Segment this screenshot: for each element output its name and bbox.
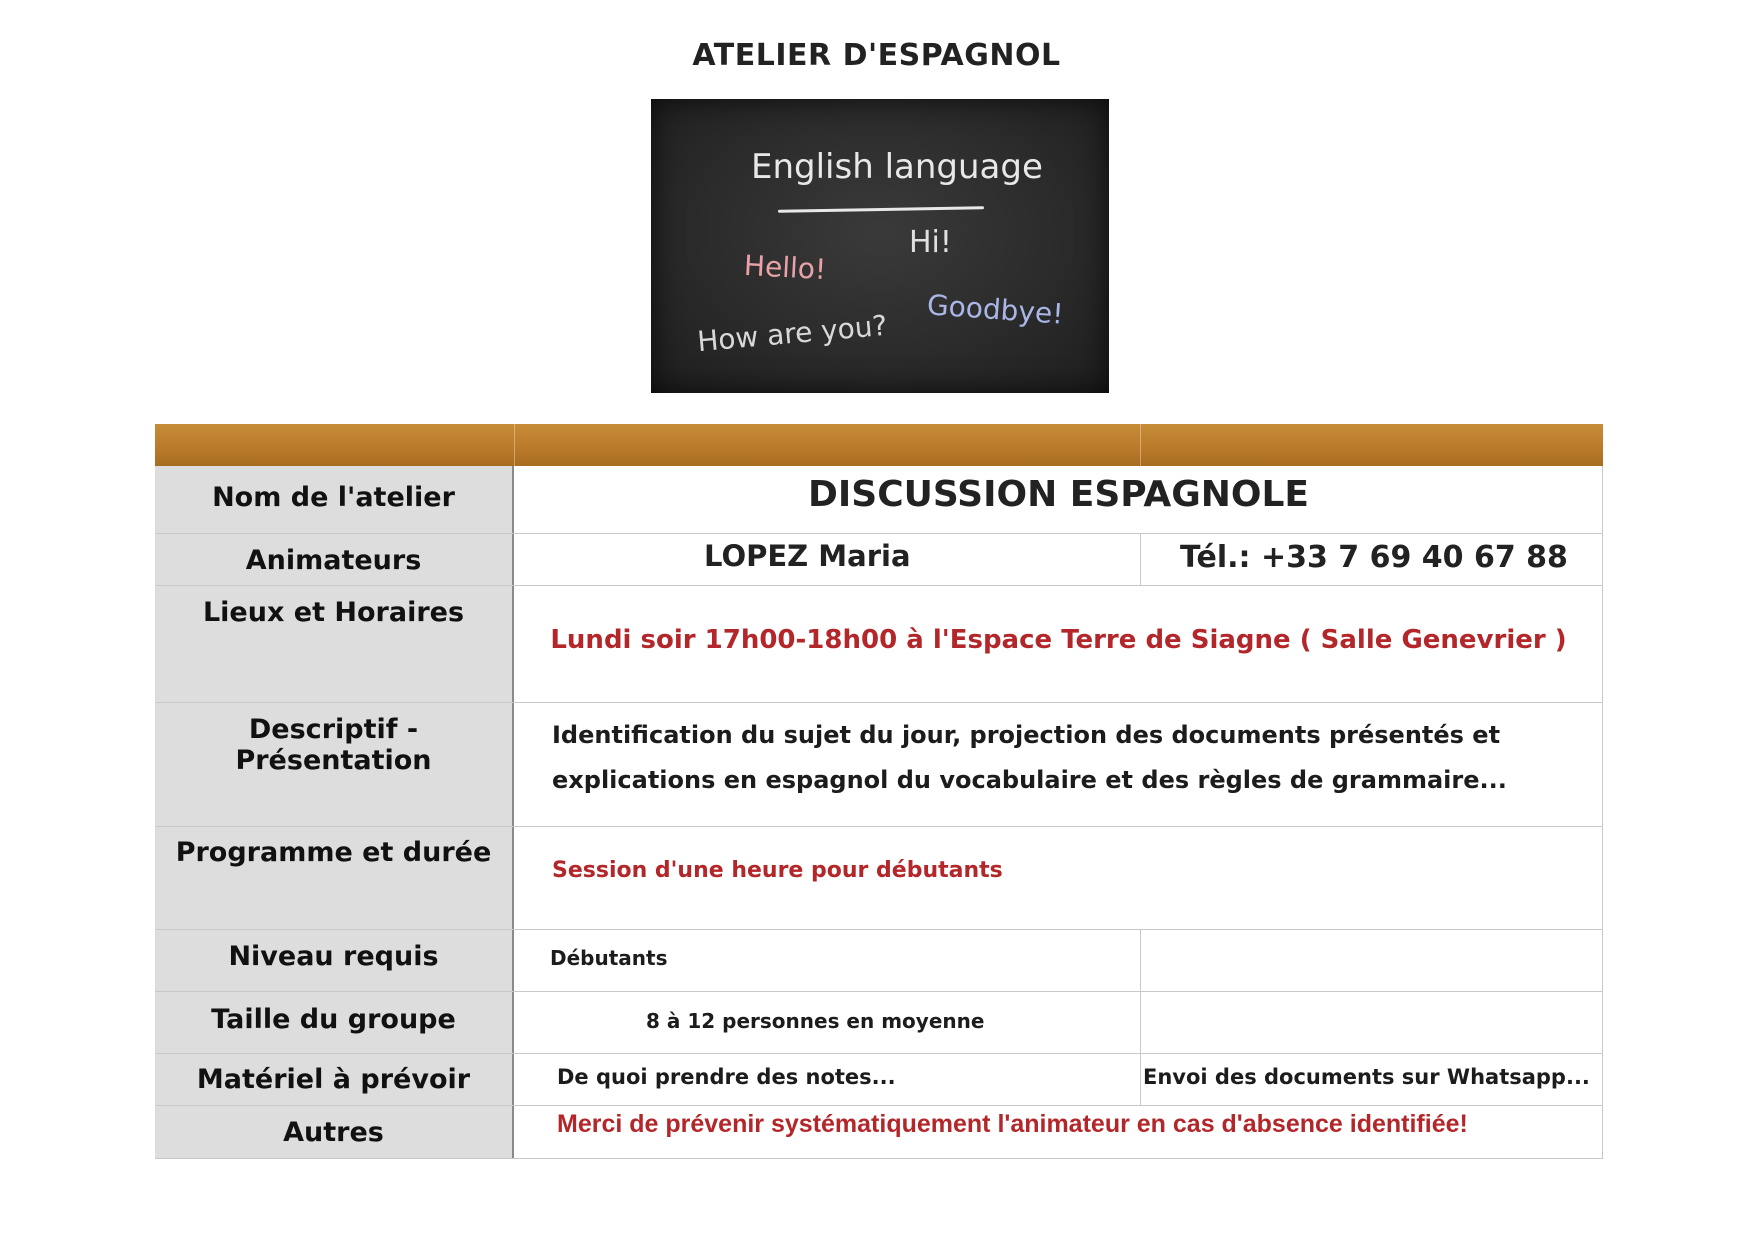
chalkboard-image [651, 99, 1109, 393]
row-label [155, 827, 514, 929]
table-row-hosts [155, 534, 1603, 586]
required-level: Débutants [550, 946, 668, 970]
row-label-text: Autres [283, 1117, 384, 1148]
other-notice: Merci de prévenir systématiquement l'animateur en cas d'absence identifiée! [557, 1110, 1468, 1138]
chalk-word-hello: Hello! [743, 248, 828, 287]
row-label [155, 586, 514, 702]
row-label [155, 1106, 514, 1158]
chalk-word-hi: Hi! [909, 225, 952, 260]
row-label [155, 466, 514, 533]
group-size: 8 à 12 personnes en moyenne [646, 1009, 985, 1033]
row-label-text: Programme et durée [175, 837, 492, 868]
description-line-2: explications en espagnol du vocabulaire et des règles de grammaire... [552, 766, 1507, 794]
chalk-underline [778, 206, 984, 213]
table-row-other [155, 1106, 1603, 1159]
row-label-text: Taille du groupe [211, 1004, 456, 1035]
table-row-place [155, 586, 1603, 703]
table-row-level [155, 930, 1603, 992]
table-row-description [155, 703, 1603, 827]
page-title: ATELIER D'ESPAGNOL [692, 38, 1061, 73]
row-label [155, 1054, 514, 1105]
row-label-text: Descriptif - Présentation [235, 714, 432, 776]
row-label [155, 930, 514, 991]
row-label-text: Animateurs [245, 545, 422, 576]
chalkboard-heading: English language [751, 147, 1043, 187]
chalk-word-goodbye: Goodbye! [926, 288, 1065, 331]
place-schedule: Lundi soir 17h00-18h00 à l'Espace Terre de Siagne ( Salle Genevrier ) [550, 625, 1567, 655]
row-label [155, 534, 514, 585]
table-header-band [155, 424, 1603, 466]
row-label [155, 703, 514, 826]
table-row-group [155, 992, 1603, 1054]
row-label [155, 992, 514, 1053]
material-whatsapp: Envoi des documents sur Whatsapp... [1143, 1065, 1590, 1089]
description-line-1: Identification du sujet du jour, projection des documents présentés et [552, 721, 1501, 749]
row-label-text: Niveau requis [228, 941, 439, 972]
host-name: LOPEZ Maria [704, 539, 911, 573]
row-label-text: Lieux et Horaires [202, 597, 465, 628]
row-label-text: Matériel à prévoir [196, 1064, 471, 1095]
workshop-name: DISCUSSION ESPAGNOLE [807, 474, 1310, 515]
table-row-name [155, 466, 1603, 534]
program-duration: Session d'une heure pour débutants [552, 858, 1003, 883]
material-notes: De quoi prendre des notes... [557, 1065, 896, 1089]
chalk-word-how: How are you? [695, 308, 889, 359]
host-phone: Tél.: +33 7 69 40 67 88 [1180, 540, 1568, 575]
table-row-program [155, 827, 1603, 930]
row-label-text: Nom de l'atelier [212, 482, 455, 513]
table-row-material [155, 1054, 1603, 1106]
workshop-info-table [155, 424, 1603, 1159]
